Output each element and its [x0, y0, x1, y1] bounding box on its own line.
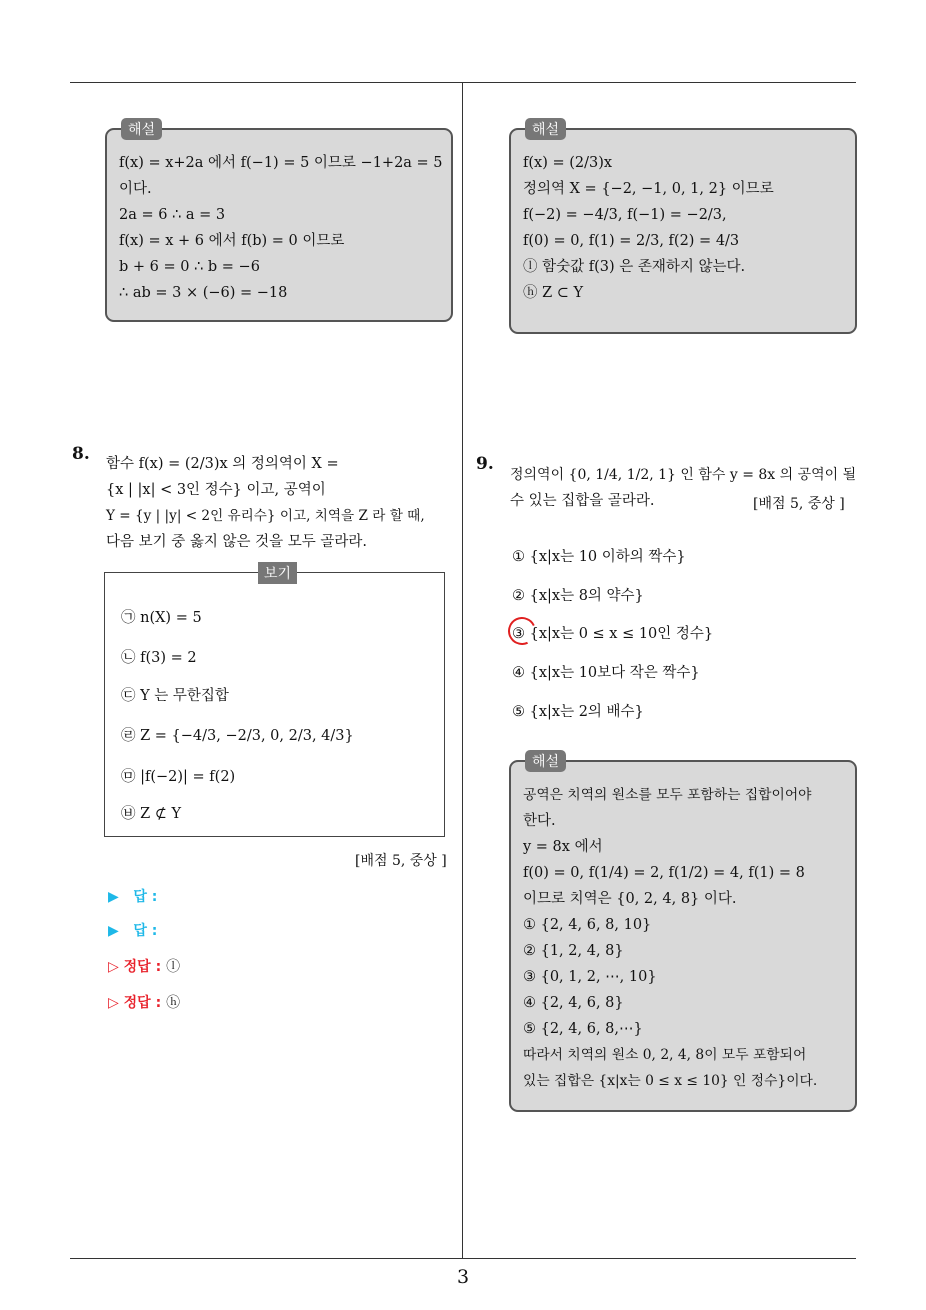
bogi-tag: 보기: [258, 562, 297, 584]
correct-answer-label: 정답 :: [123, 995, 162, 1011]
explanation-line: f(x) = x + 6 에서 f(b) = 0 이므로: [119, 233, 345, 249]
explanation-line: f(−2) = −4/3, f(−1) = −2/3,: [523, 207, 727, 223]
choice-3[interactable]: ③ {x|x는 0 ≤ x ≤ 10인 정수}: [512, 626, 714, 642]
correct-answer-value: ⓗ: [166, 995, 181, 1011]
top-rule: [70, 82, 856, 83]
explanation-line: y = 8x 에서: [523, 839, 603, 855]
answer-label: 답 :: [133, 923, 158, 939]
explanation-line: ③ {0, 1, 2, ⋯, 10}: [523, 969, 657, 985]
explanation-line: 이다.: [119, 181, 152, 197]
question-line: 수 있는 집합을 골라라.: [510, 493, 655, 509]
explanation-line: ⓗ Z ⊂ Y: [523, 285, 584, 301]
explanation-line: f(0) = 0, f(1/4) = 2, f(1/2) = 4, f(1) = 8: [523, 865, 805, 881]
question-line: 함수 f(x) = (2/3)x 의 정의역이 X =: [106, 456, 339, 472]
bogi-item: ㉢ Y 는 무한집합: [121, 688, 229, 704]
explanation-line: f(x) = (2/3)x: [523, 155, 613, 171]
correct-answer-label: 정답 :: [123, 959, 162, 975]
selected-answer-circle: [504, 613, 540, 649]
explanation-line: ⑤ {2, 4, 6, 8,⋯}: [523, 1021, 643, 1037]
column-divider: [462, 83, 463, 1259]
question-number: 9.: [476, 454, 494, 474]
bogi-item: ㉥ Z ⊄ Y: [121, 806, 182, 822]
bogi-item: ㉡ f(3) = 2: [121, 650, 197, 666]
explanation-tag: 해설: [121, 118, 162, 140]
triangle-outline-icon: ▷: [108, 959, 119, 975]
explanation-line: 있는 집합은 {x|x는 0 ≤ x ≤ 10} 인 정수}이다.: [523, 1073, 818, 1089]
bottom-rule: [70, 1258, 856, 1259]
bogi-item: ㉠ n(X) = 5: [121, 610, 202, 626]
explanation-line: 2a = 6 ∴ a = 3: [119, 207, 226, 223]
explanation-line: ∴ ab = 3 × (−6) = −18: [119, 285, 288, 301]
question-line: 정의역이 {0, 1/4, 1/2, 1} 인 함수 y = 8x 의 공역이 될: [510, 467, 857, 483]
play-icon: ▶: [108, 889, 119, 905]
explanation-line: 정의역 X = {−2, −1, 0, 1, 2} 이므로: [523, 181, 774, 197]
bogi-box: [104, 566, 445, 837]
explanation-line: 이므로 치역은 {0, 2, 4, 8} 이다.: [523, 891, 737, 907]
question-text: [106, 451, 456, 555]
score-label: [배점 5, 중상 ]: [753, 496, 845, 512]
explanation-line: f(0) = 0, f(1) = 2/3, f(2) = 4/3: [523, 233, 740, 249]
choice-1[interactable]: ① {x|x는 10 이하의 짝수}: [512, 549, 686, 565]
answer-row[interactable]: [108, 886, 157, 906]
question-line: 다음 보기 중 옳지 않은 것을 모두 골라라.: [106, 534, 367, 550]
explanation-line: ④ {2, 4, 6, 8}: [523, 995, 624, 1011]
explanation-tag: 해설: [525, 118, 566, 140]
explanation-line: 한다.: [523, 813, 556, 829]
play-icon: ▶: [108, 923, 119, 939]
choice-2[interactable]: ② {x|x는 8의 약수}: [512, 588, 644, 604]
correct-answer-row: [108, 956, 180, 976]
choice-5[interactable]: ⑤ {x|x는 2의 배수}: [512, 704, 644, 720]
correct-answer-row: [108, 992, 180, 1012]
explanation-tag: 해설: [525, 750, 566, 772]
question-line: Y = {y | |y| < 2인 유리수} 이고, 치역을 Z 라 할 때,: [106, 508, 425, 524]
bogi-item: ㉤ |f(−2)| = f(2): [121, 769, 236, 785]
explanation-line: ① {2, 4, 6, 8, 10}: [523, 917, 652, 933]
explanation-box-q7b: [509, 122, 857, 334]
correct-answer-value: ⓛ: [166, 959, 181, 975]
answer-label: 답 :: [133, 889, 158, 905]
explanation-line: f(x) = x+2a 에서 f(−1) = 5 이므로 −1+2a = 5: [119, 155, 443, 171]
choice-4[interactable]: ④ {x|x는 10보다 작은 짝수}: [512, 665, 700, 681]
triangle-outline-icon: ▷: [108, 995, 119, 1011]
explanation-line: ② {1, 2, 4, 8}: [523, 943, 624, 959]
question-number: 8.: [72, 444, 90, 464]
explanation-line: 공역은 치역의 원소를 모두 포함하는 집합이어야: [523, 787, 812, 803]
explanation-line: b + 6 = 0 ∴ b = −6: [119, 259, 260, 275]
question-line: {x | |x| < 3인 정수} 이고, 공역이: [106, 482, 326, 498]
explanation-box-q9: [509, 754, 857, 1112]
bogi-item: ㉣ Z = {−4/3, −2/3, 0, 2/3, 4/3}: [121, 728, 354, 744]
answer-row[interactable]: [108, 920, 157, 940]
explanation-line: ⓛ 함숫값 f(3) 은 존재하지 않는다.: [523, 259, 746, 275]
explanation-line: 따라서 치역의 원소 0, 2, 4, 8이 모두 포함되어: [523, 1047, 807, 1063]
page-number: 3: [456, 1266, 470, 1288]
explanation-box-q7: [105, 122, 453, 322]
score-label: [배점 5, 중상 ]: [355, 853, 447, 869]
